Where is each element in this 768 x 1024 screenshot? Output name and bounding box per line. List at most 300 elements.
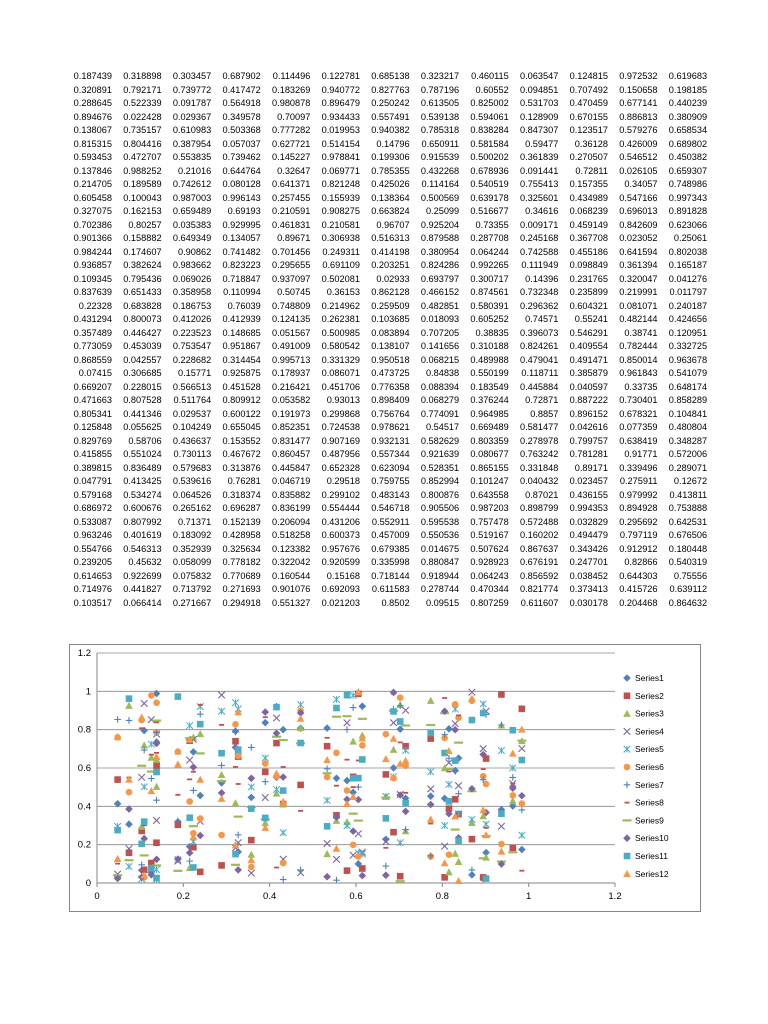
- table-row: [62, 516, 707, 530]
- table-cell: 0.605252: [470, 314, 509, 324]
- table-cell: 0.069026: [172, 273, 212, 284]
- table-cell: 0.459149: [569, 219, 608, 230]
- table-cell: 0.367708: [569, 233, 608, 243]
- table-cell: 0.148685: [222, 327, 261, 338]
- table-cell: 0.807528: [123, 395, 162, 405]
- table-cell: 0.964985: [470, 408, 509, 419]
- table-cell: 0.153552: [222, 435, 261, 446]
- table-cell: 0.579276: [619, 125, 658, 135]
- table-cell: 0.852994: [420, 476, 460, 486]
- table-cell: 0.918944: [420, 570, 460, 581]
- table-cell: 0.299102: [321, 489, 360, 500]
- x-tick-label: 0.4: [263, 891, 277, 902]
- data-point: [469, 717, 476, 724]
- table-cell: 0.69193: [227, 206, 261, 216]
- table-cell: 0.957676: [321, 543, 360, 554]
- table-cell: 0.531703: [520, 98, 559, 108]
- legend-item-label: Series1: [635, 673, 664, 683]
- table-cell: 0.373413: [569, 584, 608, 594]
- table-cell: 0.051567: [272, 327, 311, 338]
- table-cell: 0.987203: [470, 503, 509, 513]
- table-cell: 0.687902: [222, 71, 261, 81]
- table-cell: 0.030178: [569, 597, 608, 608]
- table-cell: 0.644764: [222, 165, 261, 176]
- table-cell: 0.87021: [525, 489, 559, 500]
- table-cell: 0.925875: [222, 368, 261, 378]
- table-cell: 0.14796: [376, 138, 410, 149]
- table-cell: 0.077359: [619, 422, 658, 432]
- table-cell: 0.739462: [222, 152, 261, 162]
- table-cell: 0.34057: [624, 179, 658, 189]
- data-point: [218, 832, 225, 839]
- table-cell: 0.138364: [371, 192, 410, 203]
- table-cell: 0.865155: [470, 462, 509, 473]
- table-cell: 0.522339: [123, 98, 162, 108]
- table-cell: 0.091441: [520, 165, 559, 176]
- table-cell: 0.987003: [172, 192, 212, 203]
- table-cell: 0.579683: [172, 462, 212, 473]
- data-point: [333, 749, 340, 756]
- table-cell: 0.76039: [227, 300, 261, 311]
- table-cell: 0.431206: [321, 516, 360, 527]
- table-cell: 0.518258: [272, 530, 311, 540]
- data-point: [248, 864, 255, 871]
- table-cell: 0.063547: [520, 71, 559, 81]
- table-cell: 0.643558: [470, 489, 509, 500]
- table-cell: 0.552911: [371, 516, 410, 527]
- table-cell: 0.270507: [569, 152, 608, 162]
- table-cell: 0.396073: [520, 327, 559, 338]
- table-cell: 0.487956: [321, 449, 360, 459]
- chart-border: [70, 645, 701, 912]
- table-cell: 0.068279: [420, 395, 460, 405]
- table-cell: 0.470344: [470, 584, 509, 594]
- table-cell: 0.503368: [222, 125, 261, 135]
- table-cell: 0.831477: [272, 435, 311, 446]
- table-cell: 0.713792: [172, 584, 212, 594]
- table-cell: 0.804416: [123, 138, 162, 149]
- table-cell: 0.80257: [128, 219, 162, 230]
- table-cell: 0.70097: [277, 111, 311, 122]
- table-cell: 0.110994: [223, 287, 261, 297]
- table-cell: 0.836489: [123, 462, 162, 473]
- table-cell: 0.755413: [520, 179, 559, 189]
- table-cell: 0.299868: [321, 408, 360, 419]
- table-cell: 0.086071: [321, 368, 360, 378]
- table-cell: 0.800073: [123, 314, 162, 324]
- table-cell: 0.842609: [619, 219, 658, 230]
- table-cell: 0.651433: [123, 287, 162, 297]
- legend-item-label: Series6: [635, 762, 664, 772]
- table-cell: 0.023457: [569, 476, 608, 486]
- table-cell: 0.879588: [420, 233, 460, 243]
- table-cell: 0.659307: [668, 165, 708, 176]
- table-cell: 0.539616: [172, 476, 212, 486]
- table-row: [62, 489, 707, 503]
- table-cell: 0.318374: [222, 489, 261, 500]
- table-cell: 0.961843: [619, 368, 658, 378]
- table-cell: 0.90862: [177, 246, 212, 257]
- table-cell: 0.091787: [172, 98, 212, 108]
- table-cell: 0.124815: [569, 71, 608, 81]
- table-cell: 0.198185: [668, 84, 708, 95]
- table-cell: 0.807259: [470, 597, 509, 608]
- table-cell: 0.502081: [321, 273, 360, 284]
- table-cell: 0.103517: [73, 597, 112, 608]
- table-cell: 0.257455: [272, 192, 311, 203]
- table-cell: 0.724538: [321, 422, 360, 432]
- table-cell: 0.441827: [123, 584, 162, 594]
- table-cell: 0.669489: [470, 422, 509, 432]
- table-cell: 0.289071: [668, 462, 708, 473]
- table-cell: 0.850014: [619, 354, 658, 365]
- table-cell: 0.718144: [371, 570, 410, 581]
- y-tick-label: 1.2: [77, 648, 91, 659]
- table-cell: 0.183549: [470, 381, 509, 392]
- table-cell: 0.472707: [123, 152, 162, 162]
- table-cell: 0.467672: [222, 449, 261, 459]
- table-cell: 0.014675: [420, 543, 460, 554]
- table-cell: 0.125848: [73, 422, 112, 432]
- data-point: [452, 757, 459, 764]
- table-cell: 0.642531: [668, 516, 708, 527]
- data-point: [469, 836, 476, 843]
- table-cell: 0.325601: [520, 192, 559, 203]
- table-cell: 0.382624: [123, 260, 162, 270]
- data-point: [114, 734, 121, 741]
- table-cell: 0.245168: [520, 233, 559, 243]
- table-cell: 0.101247: [470, 476, 509, 486]
- table-cell: 0.141656: [420, 341, 460, 351]
- y-tick-label: 0.4: [77, 801, 91, 813]
- table-cell: 0.887222: [569, 395, 608, 405]
- table-cell: 0.145227: [272, 152, 311, 162]
- table-cell: 0.262381: [321, 314, 360, 324]
- table-row: [62, 246, 707, 260]
- y-tick-label: 1: [85, 686, 91, 698]
- table-cell: 0.940772: [321, 84, 360, 95]
- table-cell: 0.318898: [123, 71, 162, 81]
- data-point: [344, 787, 351, 794]
- table-cell: 0.847307: [520, 125, 559, 135]
- table-cell: 0.691109: [322, 260, 360, 270]
- data-point: [383, 771, 390, 778]
- table-cell: 0.770689: [222, 570, 261, 581]
- table-row: [62, 327, 707, 341]
- table-cell: 0.58706: [128, 435, 162, 446]
- table-cell: 0.550199: [470, 368, 509, 378]
- table-cell: 0.250242: [371, 98, 410, 108]
- table-cell: 0.103685: [371, 314, 410, 324]
- table-cell: 0.348287: [668, 435, 708, 446]
- table-cell: 0.905506: [420, 503, 460, 513]
- table-cell: 0.206094: [272, 516, 311, 527]
- table-cell: 0.278744: [420, 584, 460, 594]
- table-row: [62, 205, 707, 219]
- table-cell: 0.541079: [668, 368, 708, 378]
- table-cell: 0.21016: [177, 165, 212, 176]
- table-cell: 0.303457: [172, 71, 212, 81]
- table-cell: 0.836199: [272, 503, 311, 513]
- table-cell: 0.823223: [222, 260, 261, 270]
- legend-item-label: Series8: [635, 797, 664, 808]
- table-cell: 0.358958: [172, 287, 212, 297]
- data-point: [483, 781, 490, 788]
- table-row: [62, 165, 707, 179]
- table-cell: 0.494479: [569, 530, 608, 540]
- data-point: [262, 769, 269, 776]
- table-cell: 0.445847: [272, 462, 311, 473]
- table-cell: 0.546291: [569, 327, 608, 338]
- table-cell: 0.648174: [668, 381, 708, 392]
- table-cell: 0.896479: [321, 98, 360, 108]
- table-cell: 0.040432: [520, 476, 559, 486]
- table-cell: 0.886813: [619, 111, 658, 122]
- table-cell: 0.413811: [669, 489, 708, 500]
- table-cell: 0.593453: [73, 152, 112, 162]
- table-cell: 0.980878: [272, 98, 311, 108]
- table-cell: 0.996143: [222, 192, 261, 203]
- data-point: [141, 818, 148, 825]
- table-cell: 0.614653: [73, 570, 112, 581]
- table-cell: 0.983662: [172, 260, 212, 270]
- table-cell: 0.546512: [619, 152, 658, 162]
- table-cell: 0.064243: [470, 570, 509, 581]
- table-cell: 0.678936: [470, 165, 509, 176]
- table-cell: 0.035383: [172, 219, 212, 230]
- table-cell: 0.214962: [321, 300, 360, 311]
- table-row: [62, 556, 707, 570]
- table-cell: 0.824286: [420, 260, 460, 270]
- table-cell: 0.466152: [420, 287, 460, 297]
- table-cell: 0.60552: [475, 84, 509, 95]
- table-cell: 0.203251: [371, 260, 410, 270]
- table-cell: 0.38835: [475, 327, 509, 338]
- table-cell: 0.901366: [73, 233, 112, 243]
- table-cell: 0.838284: [470, 125, 509, 135]
- table-cell: 0.579168: [73, 489, 112, 500]
- table-cell: 0.335998: [371, 557, 410, 567]
- data-point: [397, 873, 404, 880]
- data-point: [232, 738, 239, 745]
- table-cell: 0.623066: [668, 219, 708, 230]
- table-cell: 0.792171: [123, 84, 162, 95]
- table-cell: 0.649349: [172, 233, 212, 243]
- table-cell: 0.763242: [520, 449, 559, 459]
- table-cell: 0.489988: [470, 354, 509, 365]
- table-cell: 0.921639: [420, 449, 460, 459]
- table-cell: 0.412026: [172, 314, 212, 324]
- data-point: [190, 864, 197, 871]
- table-cell: 0.432268: [420, 165, 460, 176]
- table-row: [62, 138, 707, 152]
- table-cell: 0.239205: [73, 557, 112, 567]
- table-cell: 0.641594: [619, 246, 658, 257]
- data-point: [138, 841, 145, 848]
- table-cell: 0.357489: [73, 327, 112, 338]
- data-point: [175, 748, 182, 755]
- table-cell: 0.557344: [371, 449, 410, 459]
- table-cell: 0.25099: [425, 206, 460, 216]
- legend-item-label: Series3: [635, 708, 664, 719]
- data-point: [235, 752, 242, 759]
- data-point: [390, 775, 397, 782]
- table-cell: 0.920599: [321, 557, 360, 567]
- data-point: [297, 740, 304, 747]
- table-cell: 0.34616: [525, 206, 559, 216]
- table-cell: 0.528351: [420, 462, 460, 473]
- data-table: [62, 70, 707, 610]
- table-cell: 0.320891: [73, 84, 112, 95]
- table-cell: 0.992265: [470, 260, 509, 270]
- table-cell: 0.100043: [123, 192, 162, 203]
- table-cell: 0.658534: [668, 125, 708, 135]
- data-point: [153, 699, 160, 706]
- table-cell: 0.352939: [172, 543, 212, 554]
- table-cell: 0.249311: [322, 246, 360, 257]
- table-cell: 0.652328: [321, 462, 360, 473]
- table-cell: 0.183092: [172, 530, 212, 540]
- table-cell: 0.835882: [272, 489, 311, 500]
- table-cell: 0.428958: [222, 530, 261, 540]
- data-point: [153, 769, 160, 776]
- data-point: [175, 693, 182, 700]
- legend-item-label: Series4: [635, 726, 664, 737]
- table-cell: 0.554766: [73, 543, 112, 554]
- table-cell: 0.160544: [272, 570, 311, 581]
- table-cell: 0.068215: [420, 354, 460, 365]
- table-cell: 0.068239: [569, 206, 608, 216]
- table-cell: 0.042557: [123, 354, 162, 365]
- scatter-chart: [69, 644, 701, 912]
- table-cell: 0.214705: [73, 179, 112, 189]
- table-cell: 0.572006: [668, 449, 708, 459]
- table-cell: 0.805341: [73, 408, 112, 419]
- table-cell: 0.516677: [470, 206, 509, 216]
- table-row: [62, 151, 707, 165]
- table-cell: 0.74571: [525, 314, 559, 324]
- table-cell: 0.551024: [123, 449, 162, 459]
- table-cell: 0.874561: [470, 287, 509, 297]
- table-cell: 0.925204: [420, 219, 460, 230]
- table-cell: 0.858289: [668, 395, 708, 405]
- data-point: [153, 875, 160, 882]
- table-cell: 0.109345: [73, 273, 112, 284]
- table-cell: 0.581477: [520, 422, 559, 432]
- table-cell: 0.150658: [619, 84, 658, 95]
- table-cell: 0.415726: [619, 584, 658, 594]
- table-cell: 0.595538: [420, 516, 460, 527]
- table-cell: 0.507624: [470, 543, 509, 554]
- table-row: [62, 286, 707, 300]
- table-cell: 0.088394: [420, 381, 460, 392]
- data-point: [324, 743, 331, 750]
- y-tick-label: 0: [85, 878, 91, 889]
- legend-marker: [624, 853, 631, 860]
- table-cell: 0.306685: [123, 368, 162, 378]
- table-cell: 0.480804: [668, 422, 708, 432]
- table-cell: 0.295655: [272, 260, 311, 270]
- table-cell: 0.424656: [668, 314, 708, 324]
- table-cell: 0.659489: [172, 206, 212, 216]
- table-cell: 0.678321: [619, 408, 658, 419]
- table-cell: 0.271667: [172, 597, 212, 608]
- table-cell: 0.483143: [371, 489, 410, 500]
- table-cell: 0.36153: [326, 287, 360, 297]
- table-cell: 0.322042: [272, 557, 311, 567]
- table-cell: 0.676191: [520, 557, 559, 567]
- table-row: [62, 408, 707, 422]
- table-cell: 0.029367: [172, 111, 212, 122]
- table-cell: 0.891828: [668, 206, 708, 216]
- table-cell: 0.995713: [272, 354, 311, 365]
- table-cell: 0.862128: [371, 287, 410, 297]
- table-row: [62, 313, 707, 327]
- table-cell: 0.058099: [172, 557, 212, 567]
- table-cell: 0.894676: [73, 111, 112, 122]
- table-cell: 0.12672: [673, 476, 708, 486]
- data-point: [510, 727, 517, 734]
- table-cell: 0.644303: [619, 570, 658, 581]
- data-point: [344, 692, 351, 699]
- table-cell: 0.735157: [123, 125, 162, 135]
- table-cell: 0.123382: [272, 543, 311, 554]
- table-row: [62, 448, 707, 462]
- data-point: [114, 776, 121, 783]
- table-cell: 0.331329: [321, 354, 360, 365]
- table-cell: 0.867637: [520, 543, 559, 554]
- table-cell: 0.978621: [371, 422, 410, 432]
- table-cell: 0.685138: [371, 71, 410, 81]
- table-cell: 0.021203: [321, 597, 360, 608]
- table-cell: 0.96707: [376, 219, 410, 230]
- table-row: [62, 259, 707, 273]
- table-cell: 0.534274: [123, 489, 162, 500]
- data-point: [262, 815, 269, 822]
- table-row: [62, 381, 707, 395]
- table-cell: 0.479041: [520, 354, 559, 365]
- table-row: [62, 70, 707, 84]
- table-cell: 0.572488: [520, 516, 559, 527]
- table-cell: 0.613505: [420, 98, 460, 108]
- table-row: [62, 529, 707, 543]
- table-cell: 0.080128: [222, 179, 261, 189]
- table-cell: 0.564918: [222, 98, 261, 108]
- table-cell: 0.38741: [624, 327, 658, 338]
- table-cell: 0.655045: [222, 422, 261, 432]
- table-cell: 0.600676: [123, 503, 162, 513]
- table-cell: 0.72811: [575, 165, 608, 176]
- table-cell: 0.809912: [222, 395, 261, 405]
- table-cell: 0.471663: [73, 395, 112, 405]
- table-cell: 0.178937: [272, 368, 311, 378]
- table-cell: 0.707492: [569, 84, 608, 95]
- table-cell: 0.409554: [569, 341, 608, 351]
- table-cell: 0.022428: [123, 111, 162, 122]
- table-cell: 0.02933: [376, 273, 410, 284]
- table-cell: 0.639112: [669, 584, 708, 594]
- table-cell: 0.546718: [371, 503, 410, 513]
- table-cell: 0.566513: [172, 381, 212, 392]
- table-cell: 0.500985: [321, 327, 360, 338]
- table-row: [62, 543, 707, 557]
- data-point: [359, 742, 366, 749]
- table-cell: 0.210591: [272, 206, 311, 216]
- table-cell: 0.306938: [321, 233, 360, 243]
- data-point: [280, 787, 287, 794]
- table-cell: 0.860457: [272, 449, 311, 459]
- table-cell: 0.104249: [172, 422, 212, 432]
